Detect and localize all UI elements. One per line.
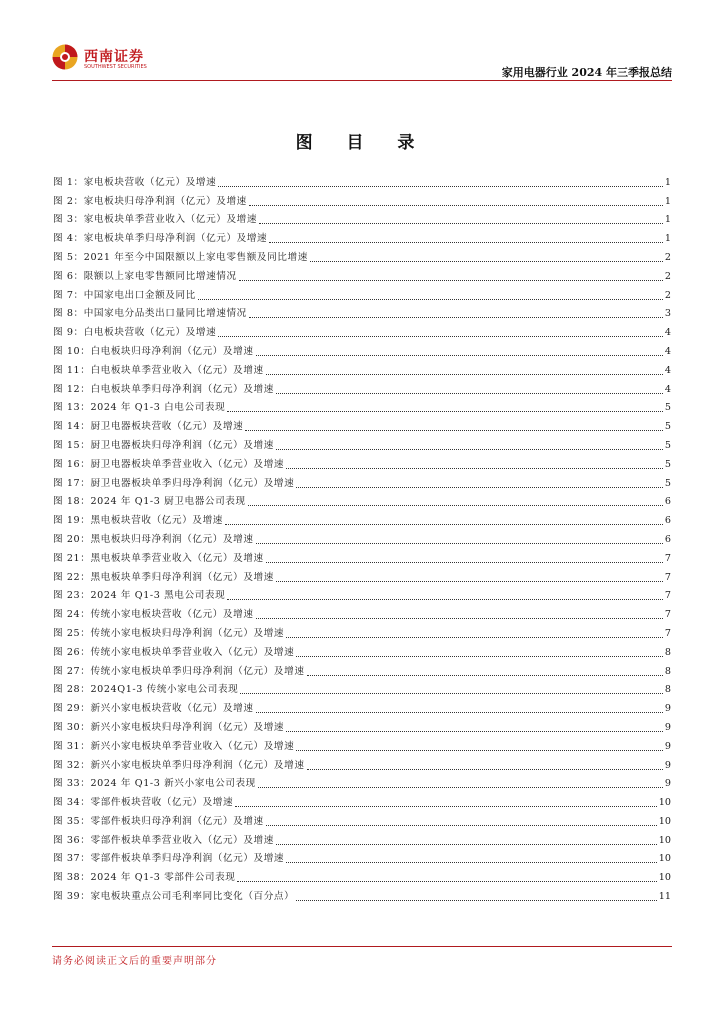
toc-entry-page-number[interactable]: 2 xyxy=(664,270,671,282)
toc-entry[interactable] xyxy=(53,208,671,227)
toc-entry-page-number[interactable]: 7 xyxy=(664,571,671,583)
toc-entry-label[interactable]: 图 24：传统小家电板块营收（亿元）及增速 xyxy=(53,609,254,621)
toc-dot-leader xyxy=(256,711,663,713)
toc-dot-leader xyxy=(276,843,657,845)
toc-entry[interactable] xyxy=(53,678,671,697)
toc-entry-page-number[interactable]: 10 xyxy=(658,834,671,846)
toc-dot-leader xyxy=(198,298,663,300)
toc-entry-label[interactable]: 图 6：限额以上家电零售额同比增速情况 xyxy=(53,270,237,282)
toc-entry-label[interactable]: 图 36：零部件板块单季营业收入（亿元）及增速 xyxy=(53,834,274,846)
toc-entry-label[interactable]: 图 1：家电板块营收（亿元）及增速 xyxy=(53,176,217,188)
toc-entry[interactable] xyxy=(53,433,671,452)
toc-dot-leader xyxy=(296,486,663,488)
toc-entry[interactable] xyxy=(53,772,671,791)
toc-entry[interactable] xyxy=(53,339,671,358)
toc-dot-leader xyxy=(266,824,657,826)
logo-text-cn: 西南证券 xyxy=(84,49,144,65)
toc-dot-leader xyxy=(235,805,657,807)
toc-dot-leader xyxy=(256,354,663,356)
toc-entry-label[interactable]: 图 3：家电板块单季营业收入（亿元）及增速 xyxy=(53,214,258,226)
toc-entry-label[interactable]: 图 16：厨卫电器板块单季营业收入（亿元）及增速 xyxy=(53,458,285,470)
toc-entry-page-number[interactable]: 4 xyxy=(664,345,671,357)
toc-entry[interactable] xyxy=(53,226,671,245)
toc-dot-leader xyxy=(266,561,663,563)
toc-entry[interactable] xyxy=(53,245,671,264)
toc-entry-label[interactable]: 图 21：黑电板块单季营业收入（亿元）及增速 xyxy=(53,552,264,564)
toc-dot-leader xyxy=(310,260,663,262)
toc-entry-page-number[interactable]: 1 xyxy=(664,233,671,245)
toc-dot-leader xyxy=(259,222,663,224)
toc-entry[interactable] xyxy=(53,264,671,283)
toc-entry[interactable] xyxy=(53,565,671,584)
toc-dot-leader xyxy=(269,241,663,243)
toc-entry-label[interactable]: 图 18：2024 年 Q1-3 厨卫电器公司表现 xyxy=(53,496,246,508)
toc-entry-label[interactable]: 图 22：黑电板块单季归母净利润（亿元）及增速 xyxy=(53,571,274,583)
toc-entry-page-number[interactable]: 8 xyxy=(664,665,671,677)
toc-entry-label[interactable]: 图 10：白电板块归母净利润（亿元）及增速 xyxy=(53,345,254,357)
toc-entry-page-number[interactable]: 5 xyxy=(664,477,671,489)
header-divider xyxy=(52,80,672,81)
toc-entry-page-number[interactable]: 3 xyxy=(664,308,671,320)
toc-entry-page-number[interactable]: 1 xyxy=(664,214,671,226)
toc-entry-label[interactable]: 图 29：新兴小家电板块营收（亿元）及增速 xyxy=(53,703,254,715)
toc-entry-label[interactable]: 图 14：厨卫电器板块营收（亿元）及增速 xyxy=(53,421,244,433)
toc-entry-page-number[interactable]: 10 xyxy=(658,872,671,884)
footer-disclaimer: 请务必阅读正文后的重要声明部分 xyxy=(52,956,217,967)
toc-entry[interactable] xyxy=(53,584,671,603)
toc-entry[interactable] xyxy=(53,847,671,866)
toc-entry[interactable] xyxy=(53,377,671,396)
toc-entry-page-number[interactable]: 5 xyxy=(664,421,671,433)
toc-entry[interactable] xyxy=(53,809,671,828)
toc-dot-leader xyxy=(237,880,656,882)
toc-entry[interactable] xyxy=(53,508,671,527)
toc-entry[interactable] xyxy=(53,527,671,546)
toc-entry[interactable] xyxy=(53,790,671,809)
toc-entry[interactable] xyxy=(53,696,671,715)
toc-entry-page-number[interactable]: 5 xyxy=(664,439,671,451)
toc-entry-page-number[interactable]: 8 xyxy=(664,646,671,658)
toc-dot-leader xyxy=(218,185,663,187)
toc-entry-page-number[interactable]: 7 xyxy=(664,590,671,602)
toc-entry-page-number[interactable]: 8 xyxy=(664,684,671,696)
toc-dot-leader xyxy=(286,730,663,732)
toc-entry-page-number[interactable]: 9 xyxy=(664,778,671,790)
logo-text-en: SOUTHWEST SECURITIES xyxy=(84,64,147,70)
toc-entry-label[interactable]: 图 26：传统小家电板块单季营业收入（亿元）及增速 xyxy=(53,646,295,658)
toc-entry-label[interactable]: 图 31：新兴小家电板块单季营业收入（亿元）及增速 xyxy=(53,740,295,752)
toc-dot-leader xyxy=(296,655,663,657)
toc-dot-leader xyxy=(296,899,656,901)
toc-entry-label[interactable]: 图 12：白电板块单季归母净利润（亿元）及增速 xyxy=(53,383,274,395)
toc-dot-leader xyxy=(276,448,663,450)
toc-dot-leader xyxy=(307,768,663,770)
toc-dot-leader xyxy=(286,467,663,469)
toc-dot-leader xyxy=(239,279,663,281)
toc-entry-label[interactable]: 图 35：零部件板块归母净利润（亿元）及增速 xyxy=(53,815,264,827)
toc-heading: 图 目 录 xyxy=(295,133,429,153)
report-title: 家用电器行业 2024 年三季报总结 xyxy=(501,66,672,79)
toc-entry[interactable] xyxy=(53,414,671,433)
toc-entry-label[interactable]: 图 37：零部件板块单季归母净利润（亿元）及增速 xyxy=(53,853,285,865)
toc-entry[interactable] xyxy=(53,865,671,884)
toc-entry-page-number[interactable]: 1 xyxy=(664,195,671,207)
figure-table-of-contents xyxy=(53,170,671,903)
toc-entry-label[interactable]: 图 25：传统小家电板块归母净利润（亿元）及增速 xyxy=(53,627,285,639)
toc-entry-page-number[interactable]: 9 xyxy=(664,759,671,771)
toc-entry-label[interactable]: 图 15：厨卫电器板块归母净利润（亿元）及增速 xyxy=(53,439,274,451)
toc-entry-page-number[interactable]: 7 xyxy=(664,627,671,639)
toc-entry-page-number[interactable]: 6 xyxy=(664,515,671,527)
toc-dot-leader xyxy=(276,392,663,394)
toc-entry-page-number[interactable]: 10 xyxy=(658,815,671,827)
toc-entry-page-number[interactable]: 9 xyxy=(664,740,671,752)
toc-entry[interactable] xyxy=(53,189,671,208)
toc-entry-page-number[interactable]: 6 xyxy=(664,496,671,508)
toc-entry-page-number[interactable]: 4 xyxy=(664,383,671,395)
toc-entry-label[interactable]: 图 20：黑电板块归母净利润（亿元）及增速 xyxy=(53,533,254,545)
toc-entry-label[interactable]: 图 23：2024 年 Q1-3 黑电公司表现 xyxy=(53,590,226,602)
toc-entry[interactable] xyxy=(53,753,671,772)
toc-dot-leader xyxy=(266,373,663,375)
toc-dot-leader xyxy=(286,636,663,638)
toc-entry-label[interactable]: 图 7：中国家电出口金额及同比 xyxy=(53,289,196,301)
toc-entry-label[interactable]: 图 32：新兴小家电板块单季归母净利润（亿元）及增速 xyxy=(53,759,305,771)
toc-dot-leader xyxy=(286,861,657,863)
toc-dot-leader xyxy=(256,617,663,619)
toc-entry-page-number[interactable]: 7 xyxy=(664,552,671,564)
toc-entry-page-number[interactable]: 11 xyxy=(658,891,671,903)
toc-entry[interactable] xyxy=(53,828,671,847)
toc-entry[interactable] xyxy=(53,621,671,640)
toc-entry-page-number[interactable]: 6 xyxy=(664,533,671,545)
toc-entry-label[interactable]: 图 9：白电板块营收（亿元）及增速 xyxy=(53,327,217,339)
toc-entry[interactable] xyxy=(53,452,671,471)
toc-entry-label[interactable]: 图 5：2021 年至今中国限额以上家电零售额及同比增速 xyxy=(53,251,308,263)
toc-entry-label[interactable]: 图 30：新兴小家电板块归母净利润（亿元）及增速 xyxy=(53,721,285,733)
toc-dot-leader xyxy=(296,749,663,751)
toc-entry[interactable] xyxy=(53,546,671,565)
toc-dot-leader xyxy=(218,335,663,337)
toc-entry-page-number[interactable]: 2 xyxy=(664,251,671,263)
toc-entry[interactable] xyxy=(53,396,671,415)
toc-dot-leader xyxy=(249,316,663,318)
toc-entry-page-number[interactable]: 7 xyxy=(664,609,671,621)
toc-entry[interactable] xyxy=(53,283,671,302)
toc-entry-label[interactable]: 图 33：2024 年 Q1-3 新兴小家电公司表现 xyxy=(53,778,256,790)
toc-dot-leader xyxy=(248,504,663,506)
toc-dot-leader xyxy=(256,542,663,544)
toc-entry-page-number[interactable]: 9 xyxy=(664,721,671,733)
toc-dot-leader xyxy=(225,523,663,525)
toc-dot-leader xyxy=(258,786,663,788)
toc-dot-leader xyxy=(227,410,663,412)
toc-entry[interactable] xyxy=(53,358,671,377)
toc-entry[interactable] xyxy=(53,170,671,189)
toc-dot-leader xyxy=(307,674,663,676)
footer-divider xyxy=(52,946,672,947)
toc-entry-label[interactable]: 图 17：厨卫电器板块单季归母净利润（亿元）及增速 xyxy=(53,477,295,489)
toc-entry-label[interactable]: 图 4：家电板块单季归母净利润（亿元）及增速 xyxy=(53,233,268,245)
toc-entry-label[interactable]: 图 19：黑电板块营收（亿元）及增速 xyxy=(53,515,223,527)
toc-entry-label[interactable]: 图 27：传统小家电板块单季归母净利润（亿元）及增速 xyxy=(53,665,305,677)
toc-entry-page-number[interactable]: 5 xyxy=(664,402,671,414)
toc-dot-leader xyxy=(240,692,663,694)
toc-entry-label[interactable]: 图 13：2024 年 Q1-3 白电公司表现 xyxy=(53,402,226,414)
page-header xyxy=(0,0,724,82)
toc-entry[interactable] xyxy=(53,490,671,509)
toc-entry-page-number[interactable]: 2 xyxy=(664,289,671,301)
logo-mark-icon xyxy=(52,44,78,70)
toc-entry[interactable] xyxy=(53,884,671,903)
toc-entry-label[interactable]: 图 2：家电板块归母净利润（亿元）及增速 xyxy=(53,195,247,207)
toc-entry-page-number[interactable]: 5 xyxy=(664,458,671,470)
toc-dot-leader xyxy=(276,580,663,582)
toc-entry-page-number[interactable]: 4 xyxy=(664,327,671,339)
toc-entry[interactable] xyxy=(53,734,671,753)
toc-entry[interactable] xyxy=(53,640,671,659)
toc-entry-label[interactable]: 图 11：白电板块单季营业收入（亿元）及增速 xyxy=(53,364,264,376)
toc-entry[interactable] xyxy=(53,715,671,734)
toc-entry[interactable] xyxy=(53,659,671,678)
toc-entry-label[interactable]: 图 38：2024 年 Q1-3 零部件公司表现 xyxy=(53,872,236,884)
toc-entry-page-number[interactable]: 10 xyxy=(658,853,671,865)
toc-entry-page-number[interactable]: 4 xyxy=(664,364,671,376)
toc-entry-page-number[interactable]: 9 xyxy=(664,703,671,715)
southwest-securities-logo xyxy=(52,44,162,74)
toc-entry-label[interactable]: 图 34：零部件板块营收（亿元）及增速 xyxy=(53,797,234,809)
toc-entry-page-number[interactable]: 10 xyxy=(658,797,671,809)
toc-dot-leader xyxy=(227,598,663,600)
toc-entry-label[interactable]: 图 39：家电板块重点公司毛利率同比变化（百分点） xyxy=(53,891,295,903)
toc-entry-page-number[interactable]: 1 xyxy=(664,176,671,188)
toc-dot-leader xyxy=(245,429,663,431)
toc-entry[interactable] xyxy=(53,471,671,490)
toc-entry[interactable] xyxy=(53,320,671,339)
toc-entry-label[interactable]: 图 8：中国家电分品类出口量同比增速情况 xyxy=(53,308,247,320)
toc-entry-label[interactable]: 图 28：2024Q1-3 传统小家电公司表现 xyxy=(53,684,239,696)
toc-entry[interactable] xyxy=(53,602,671,621)
toc-dot-leader xyxy=(249,204,663,206)
toc-entry[interactable] xyxy=(53,302,671,321)
